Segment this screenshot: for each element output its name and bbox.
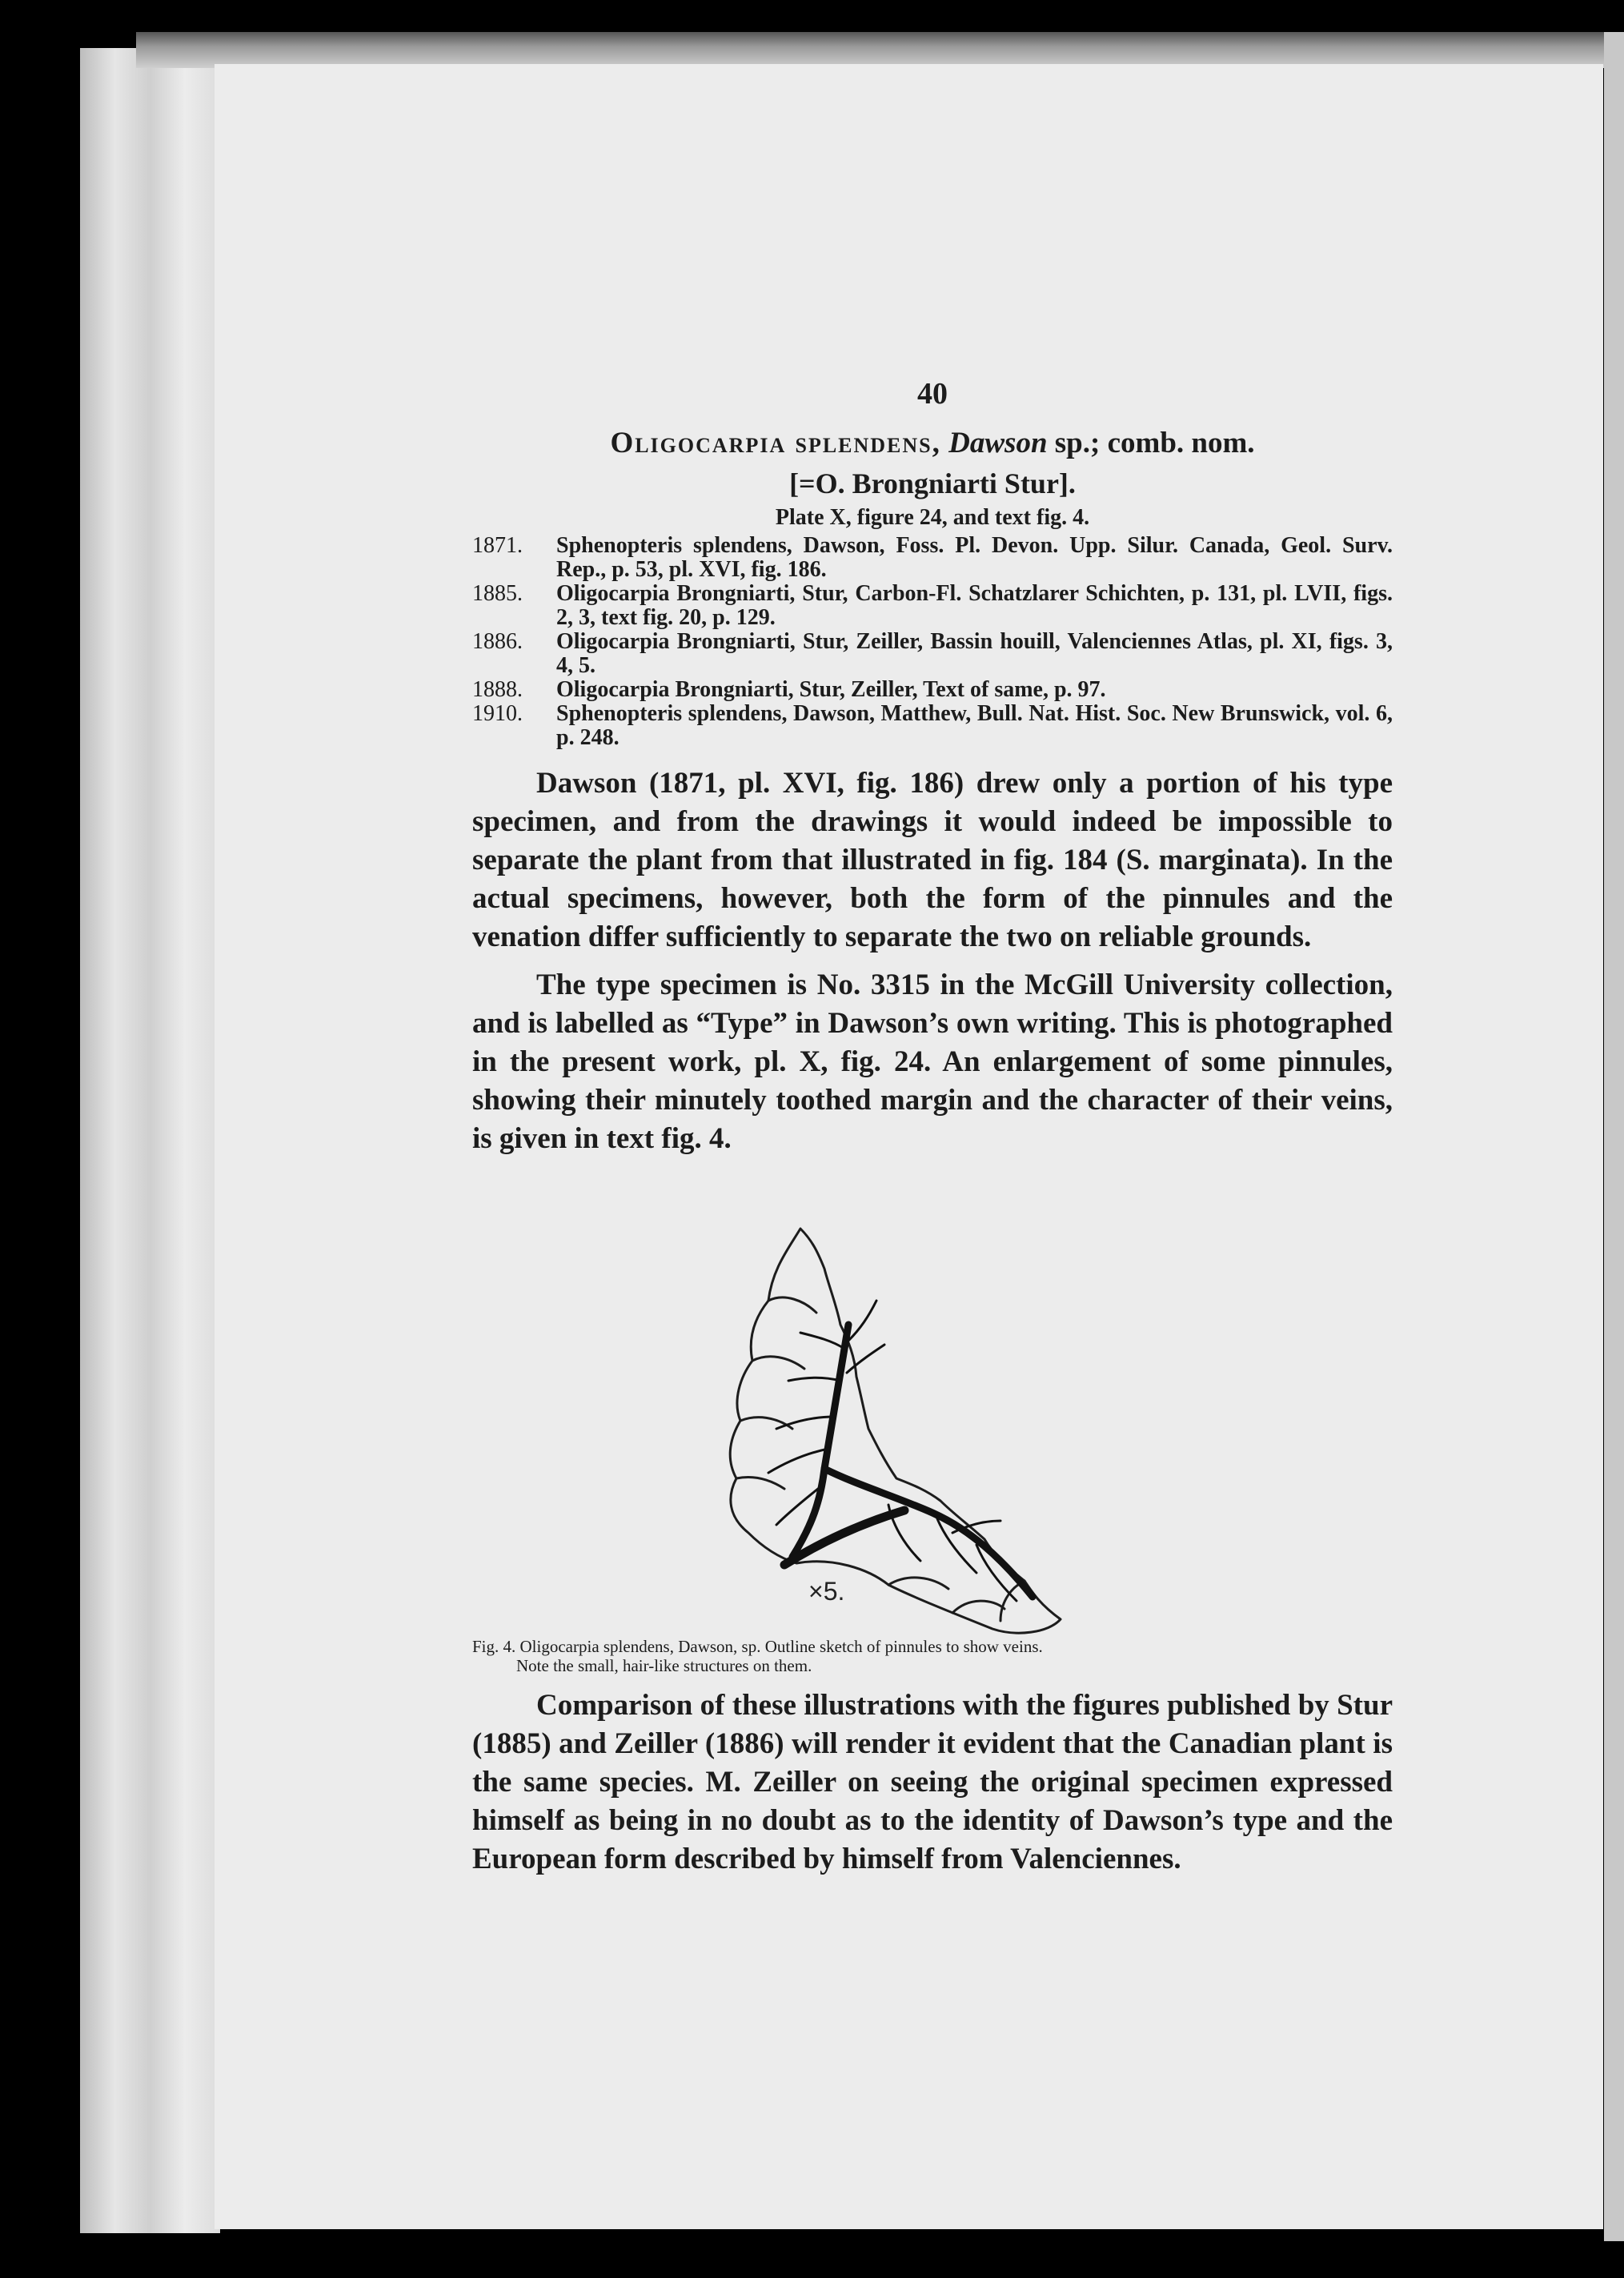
species-title xyxy=(472,426,1393,460)
page-content xyxy=(472,376,1393,1879)
species-name: Oligocarpia splendens, xyxy=(610,427,941,459)
pinnule-figure xyxy=(472,1181,1393,1637)
caption-line-1: Fig. 4. Oligocarpia splendens, Dawson, sp. Outline sketch of pinnules to show veins. xyxy=(472,1637,1043,1656)
reference-item xyxy=(472,630,1393,678)
reference-text: Sphenopteris splendens, Dawson, Matthew, Bull. Nat. Hist. Soc. New Brunswick, vol. 6, p. 248. xyxy=(556,701,1393,750)
plate-line: Plate X, figure 24, and text fig. 4. xyxy=(775,505,1090,530)
reference-item xyxy=(472,702,1393,750)
body-paragraph: The type specimen is No. 3315 in the McGill University collection, and is labelled as “Type” in Dawson’s own writing. This is photographed in the present work, pl. X, fig. 24. An enlargement of some pinnules, showing their minutely toothed margin and the character of their veins, is given in text fig. 4. xyxy=(472,969,1393,1155)
reference-list xyxy=(472,534,1393,750)
reference-item xyxy=(472,582,1393,630)
right-edge xyxy=(1604,32,1624,2241)
top-edge xyxy=(136,32,1617,68)
book-edge xyxy=(80,48,220,2233)
reference-text: Oligocarpia Brongniarti, Stur, Zeiller, Bassin houill, Valenciennes Atlas, pl. XI, figs. 3, 4, 5. xyxy=(556,629,1393,678)
body-paragraph: Dawson (1871, pl. XVI, fig. 186) drew only a portion of his type specimen, and from the drawings it would indeed be impossible to separate the plant from that illustrated in fig. 184 (S. marginata). In the actual specimens, however, both the form of the pinnules and the venation differ sufficiently to separate the two on reliable grounds. xyxy=(472,767,1393,953)
reference-year: 1871. xyxy=(472,533,523,558)
reference-item xyxy=(472,534,1393,582)
reference-year: 1888. xyxy=(472,677,523,702)
closing-paragraph: Comparison of these illustrations with the figures published by Stur (1885) and Zeiller (1886) will render it evident that the Canadian plant is the same species. M. Zeiller on seeing the original specimen expressed himself as being in no doubt as to the identity of Dawson’s type and the European form described by himself from Valenciennes. xyxy=(472,1689,1393,1875)
caption-line-2: Note the small, hair-like structures on them. xyxy=(516,1656,812,1675)
reference-year: 1885. xyxy=(472,581,523,606)
reference-text: Oligocarpia Brongniarti, Stur, Zeiller, Text of same, p. 97. xyxy=(556,677,1106,702)
page-number: 40 xyxy=(917,377,948,411)
reference-text: Oligocarpia Brongniarti, Stur, Carbon-Fl. Schatzlarer Schichten, p. 131, pl. LVII, figs. 2, 3, text fig. 20, p. 129. xyxy=(556,581,1393,630)
species-title-rest: sp.; comb. nom. xyxy=(1054,427,1255,459)
synonym-line: [=O. Brongniarti Stur]. xyxy=(789,467,1076,499)
species-author: Dawson xyxy=(948,427,1048,459)
reference-year: 1886. xyxy=(472,629,523,654)
figure-caption xyxy=(472,1637,1393,1675)
pinnule-sketch xyxy=(472,1181,1393,1637)
reference-year: 1910. xyxy=(472,701,523,726)
magnification-label: ×5. xyxy=(808,1577,845,1606)
reference-text: Sphenopteris splendens, Dawson, Foss. Pl. Devon. Upp. Silur. Canada, Geol. Surv. Rep., p. 53, pl. XVI, fig. 186. xyxy=(556,533,1393,582)
reference-item xyxy=(472,678,1393,702)
